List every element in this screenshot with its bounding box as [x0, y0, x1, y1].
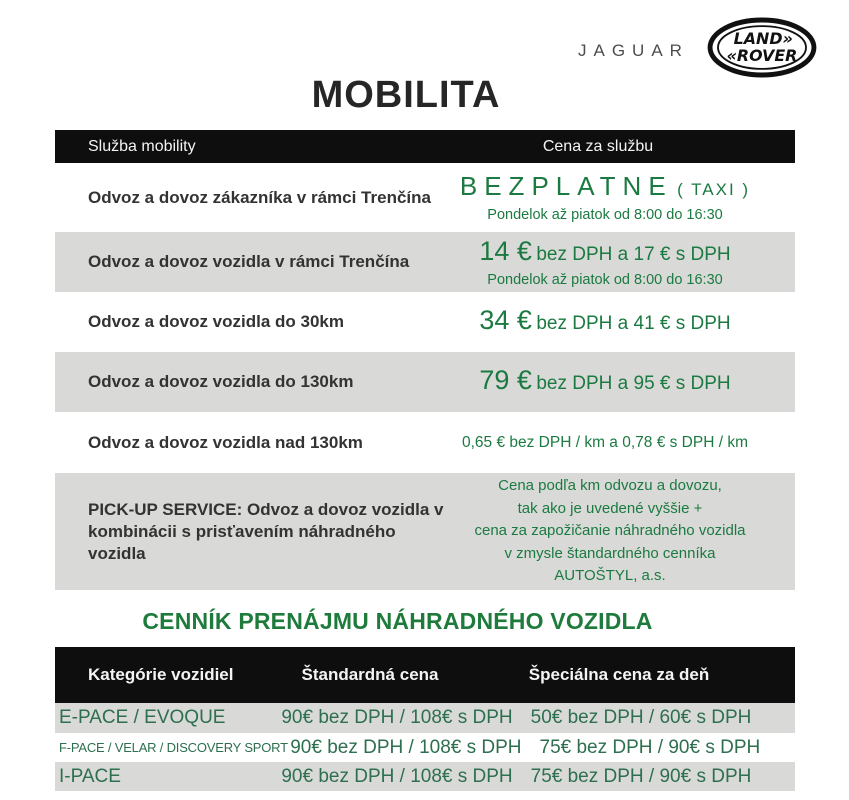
rental-col-category: Kategórie vozidiel	[88, 665, 234, 684]
service-row-130km	[55, 352, 795, 412]
service-name: Odvoz a dovoz vozidla v rámci Trenčína	[88, 252, 410, 271]
land-rover-logo	[707, 16, 817, 79]
service-name: Odvoz a dovoz zákazníka v rámci Trenčína	[88, 187, 431, 207]
category-name: F-PACE / VELAR / DISCOVERY SPORT	[59, 740, 288, 755]
price-value: 14 €	[479, 235, 532, 266]
standard-price: 90€ bez DPH / 108€ s DPH	[290, 736, 522, 758]
service-price-cell	[440, 365, 770, 400]
category-name: I-PACE	[59, 765, 121, 787]
pickup-service-name: PICK-UP SERVICE: Odvoz a dovoz vozidla v kombinácii s prisťavením náhradného vozidla	[88, 499, 444, 563]
rental-row-epace-evoque	[55, 703, 795, 733]
pickup-price-note-line: tak ako je uvedené vyššie +	[517, 499, 703, 517]
service-row-30km	[55, 292, 795, 352]
pickup-price-note-line: Cena podľa km odvozu a dovozu,	[498, 477, 722, 495]
special-price: 75€ bez DPH / 90€ s DPH	[530, 765, 752, 787]
standard-price: 90€ bez DPH / 108€ s DPH	[281, 765, 513, 787]
rental-col-standard: Štandardná cena	[301, 665, 439, 684]
schedule-note: Pondelok až piatok od 8:00 do 16:30	[487, 207, 723, 223]
price-value: 34 €	[479, 304, 532, 335]
land-rover-logo-bottom-text: «ROVER	[726, 45, 798, 65]
standard-price: 90€ bez DPH / 108€ s DPH	[281, 707, 513, 728]
pickup-price-cell	[450, 475, 770, 588]
price-taxi-suffix: ( TAXI )	[677, 180, 751, 199]
service-price-cell	[440, 434, 770, 452]
price-detail: bez DPH a 41 € s DPH	[536, 312, 731, 334]
rental-row-fpace-velar-discovery	[55, 733, 795, 762]
page-title: MOBILITA	[311, 74, 501, 116]
service-row-city	[55, 232, 795, 292]
rental-row-ipace	[55, 762, 795, 791]
price-detail: bez DPH a 17 € s DPH	[536, 243, 731, 265]
price-value: 79 €	[479, 364, 532, 395]
service-row-pickup	[55, 473, 795, 590]
service-price-cell	[440, 305, 770, 340]
column-header-price: Cena za službu	[542, 137, 654, 155]
price-per-km: 0,65 € bez DPH / km a 0,78 € s DPH / km	[461, 433, 748, 451]
price-detail: bez DPH a 95 € s DPH	[536, 372, 731, 394]
special-price: 75€ bez DPH / 90€ s DPH	[539, 736, 761, 758]
rental-table	[55, 647, 795, 791]
service-price-cell	[440, 236, 770, 289]
pickup-price-note-line: AUTOŠTYL, a.s.	[554, 567, 666, 585]
service-name: Odvoz a dovoz vozidla nad 130km	[88, 432, 363, 452]
rental-table-header	[55, 647, 795, 703]
service-price-cell	[440, 171, 770, 224]
brand-header	[0, 0, 849, 130]
service-row-over-130km	[55, 412, 795, 473]
mobility-table	[55, 130, 795, 590]
category-name: E-PACE / EVOQUE	[59, 707, 226, 728]
land-rover-logo-top-text: LAND»	[733, 28, 793, 48]
jaguar-logo: JAGUAR	[578, 41, 689, 60]
mobility-table-header	[55, 130, 795, 163]
schedule-note: Pondelok až piatok od 8:00 do 16:30	[487, 271, 723, 288]
service-name: Odvoz a dovoz vozidla do 30km	[88, 312, 344, 331]
rental-section-title: CENNÍK PRENÁJMU NÁHRADNÉHO VOZIDLA	[142, 608, 653, 634]
price-free: BEZPLATNE	[459, 171, 673, 201]
rental-col-special: Špeciálna cena za deň	[528, 665, 710, 684]
pickup-price-note-line: v zmysle štandardného cenníka	[504, 544, 716, 562]
service-row-taxi	[55, 163, 795, 232]
pickup-price-note-line: cena za zapožičanie náhradného vozidla	[474, 522, 746, 540]
special-price: 50€ bez DPH / 60€ s DPH	[530, 707, 752, 728]
service-name: Odvoz a dovoz vozidla do 130km	[88, 372, 354, 391]
column-header-service: Služba mobility	[88, 137, 196, 155]
